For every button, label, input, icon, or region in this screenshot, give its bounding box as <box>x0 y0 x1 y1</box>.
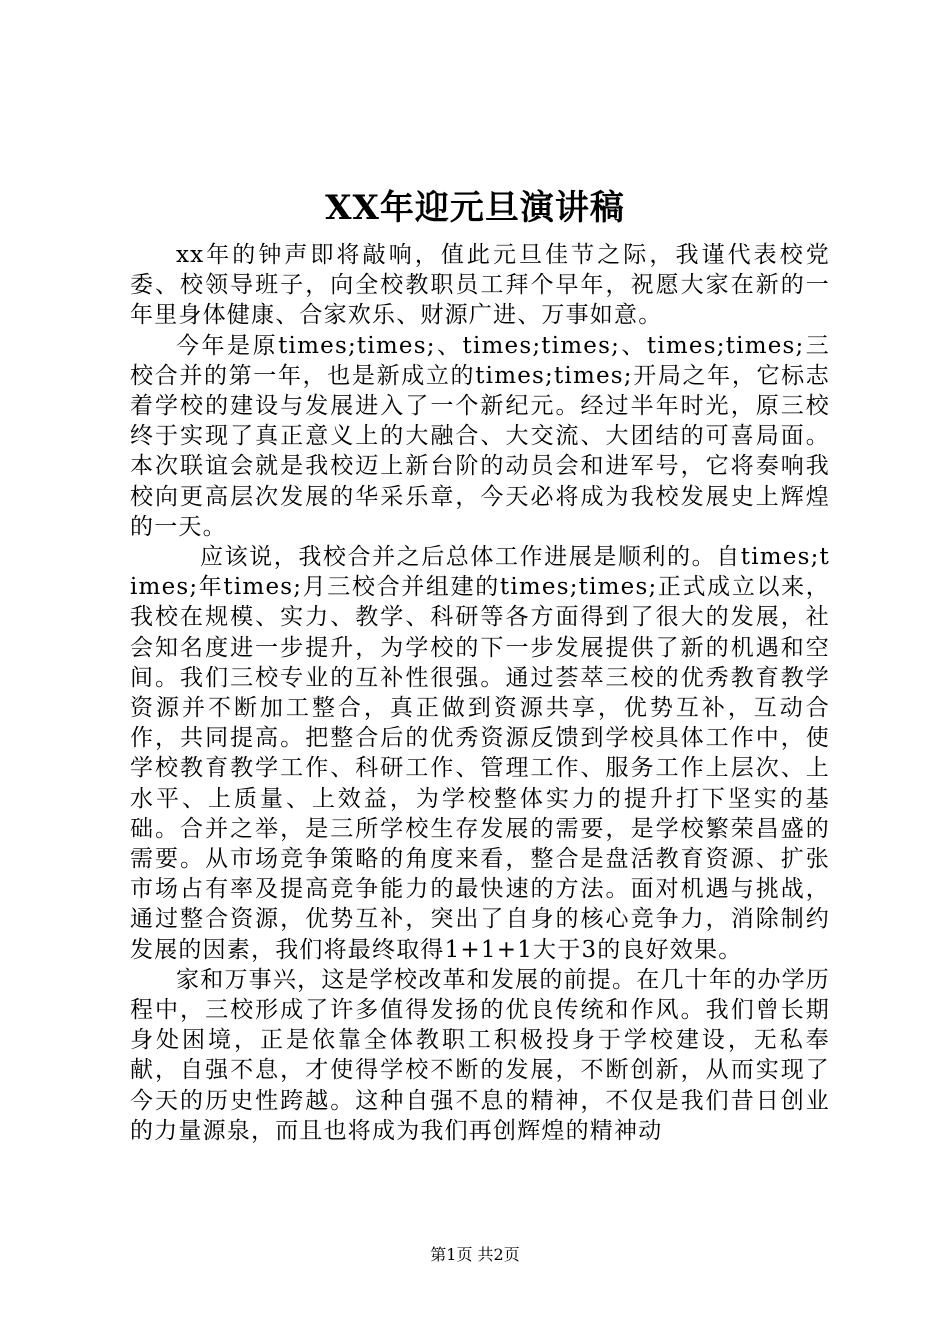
document-body <box>130 240 830 1146</box>
paragraph-merger-first-year: 今年是原times;times;、times;times;、times;times;三校合并的第一年，也是新成立的times;times;开局之年，它标志着学校的建设与发展进入了一个新纪元。经过半年时光，原三校终于实现了真正意义上的大融合、大交流、大团结的可喜局面。本次联谊会就是我校迈上新台阶的动员会和进军号，它将奏响我校向更高层次发展的华采乐章，今天必将成为我校发展史上辉煌的一天。 <box>130 332 830 540</box>
document-title: XX年迎元旦演讲稿 <box>325 188 625 228</box>
paragraph-greeting: xx年的钟声即将敲响，值此元旦佳节之际，我谨代表校党委、校领导班子，向全校教职员工拜个早年，祝愿大家在新的一年里身体健康、合家欢乐、财源广进、万事如意。 <box>130 242 830 329</box>
paragraph-progress: 应该说，我校合并之后总体工作进展是顺利的。自times;times;年times;月三校合并组建的times;times;正式成立以来，我校在规模、实力、教学、科研等各方面得到了很大的发展，社会知名度进一步提升，为学校的下一步发展提供了新的机遇和空间。我们三校专业的互补性很强。通过荟萃三校的优秀教育教学资源并不断加工整合，真正做到资源共享，优势互补，互动合作，共同提高。把整合后的优秀资源反馈到学校具体工作中，使学校教育教学工作、科研工作、管理工作、服务工作上层次、上水平、上质量、上效益，为学校整体实力的提升打下坚实的基础。合并之举，是三所学校生存发展的需要，是学校繁荣昌盛的需要。从市场竞争策略的角度来看，整合是盘活教育资源、扩张市场占有率及提高竞争能力的最快速的方法。面对机遇与挑战，通过整合资源，优势互补，突出了自身的核心竞争力，消除制约发展的因素，我们将最终取得1+1+1大于3的良好效果。 <box>130 544 830 963</box>
page-number-footer: 第1页 共2页 <box>430 1245 520 1264</box>
paragraph-harmony: 家和万事兴，这是学校改革和发展的前提。在几十年的办学历程中，三校形成了许多值得发扬的优良传统和作风。我们曾长期身处困境，正是依靠全体教职工积极投身于学校建设，无私奉献，自强不息，才使得学校不断的发展，不断创新，从而实现了今天的历史性跨越。这种自强不息的精神，不仅是我们昔日创业的力量源泉，而且也将成为我们再创辉煌的精神动 <box>130 966 830 1144</box>
